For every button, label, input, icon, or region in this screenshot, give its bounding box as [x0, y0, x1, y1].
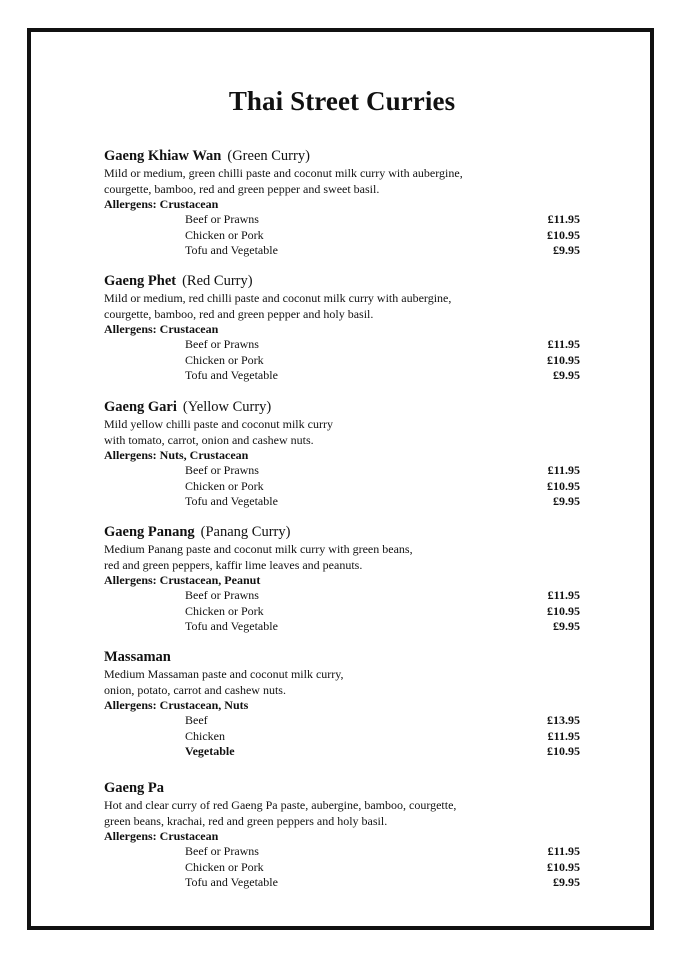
- menu-section-yellow-curry: [104, 399, 604, 510]
- price-row: [104, 368, 604, 384]
- option-price: £9.95: [553, 243, 580, 258]
- option-label: Tofu and Vegetable: [185, 243, 278, 258]
- option-price: £10.95: [547, 603, 580, 618]
- price-row: [104, 463, 604, 479]
- option-label: Beef: [185, 713, 208, 727]
- description-line: Medium Panang paste and coconut milk curry with green beans,: [104, 542, 413, 556]
- option-label: Chicken or Pork: [185, 227, 264, 242]
- section-heading: [104, 780, 604, 797]
- option-label: Chicken or Pork: [185, 603, 264, 618]
- description-line: with tomato, carrot, onion and cashew nuts.: [104, 433, 314, 447]
- allergens-note: Allergens: Nuts, Crustacean: [104, 448, 249, 462]
- dish-name: Gaeng Khiaw Wan: [104, 148, 222, 164]
- allergens-note: Allergens: Crustacean: [104, 197, 219, 211]
- option-price: £13.95: [547, 713, 580, 727]
- price-row: [104, 212, 604, 228]
- option-price: £9.95: [553, 494, 580, 509]
- allergens-note: Allergens: Crustacean: [104, 829, 219, 843]
- dish-description: [104, 797, 604, 829]
- section-heading: [104, 649, 604, 666]
- dish-description: [104, 541, 604, 573]
- description-line: courgette, bamboo, red and green pepper and sweet basil.: [104, 182, 380, 196]
- option-price: £10.95: [547, 744, 580, 759]
- price-row: [104, 875, 604, 891]
- option-price: £9.95: [553, 368, 580, 383]
- dish-name: Massaman: [104, 649, 171, 665]
- option-price: £9.95: [553, 875, 580, 890]
- option-price: £10.95: [547, 227, 580, 242]
- description-line: green beans, krachai, red and green peppers and holy basil.: [104, 814, 388, 828]
- section-heading: [104, 273, 604, 290]
- option-label: Chicken or Pork: [185, 859, 264, 874]
- menu-section-green-curry: [104, 148, 604, 259]
- option-price: £11.95: [547, 337, 580, 351]
- option-price: £11.95: [547, 463, 580, 477]
- section-heading: [104, 524, 604, 541]
- description-line: courgette, bamboo, red and green pepper and holy basil.: [104, 307, 374, 321]
- option-label: Beef or Prawns: [185, 588, 259, 602]
- option-label: Chicken or Pork: [185, 478, 264, 493]
- option-label: Beef or Prawns: [185, 844, 259, 858]
- option-label: Beef or Prawns: [185, 337, 259, 351]
- allergens-note: Allergens: Crustacean, Peanut: [104, 573, 261, 587]
- allergens-note: Allergens: Crustacean: [104, 322, 219, 336]
- menu-section-red-curry: [104, 273, 604, 384]
- price-row: [104, 604, 604, 620]
- description-line: Mild or medium, green chilli paste and coconut milk curry with aubergine,: [104, 166, 463, 180]
- dish-name: Gaeng Gari: [104, 399, 177, 415]
- option-label: Tofu and Vegetable: [185, 494, 278, 509]
- dish-name: Gaeng Phet: [104, 273, 177, 289]
- price-row: [104, 619, 604, 635]
- price-row: [104, 729, 604, 745]
- option-label: Tofu and Vegetable: [185, 619, 278, 634]
- menu-section-gaeng-pa: [104, 780, 604, 891]
- page-title: Thai Street Curries: [228, 86, 456, 116]
- option-label: Beef or Prawns: [185, 463, 259, 477]
- description-line: red and green peppers, kaffir lime leaves and peanuts.: [104, 558, 363, 572]
- option-label: Beef or Prawns: [185, 212, 259, 226]
- description-line: Hot and clear curry of red Gaeng Pa paste, aubergine, bamboo, courgette,: [104, 798, 457, 812]
- price-row: [104, 243, 604, 259]
- price-row: [104, 353, 604, 369]
- dish-subtitle: (Panang Curry): [200, 524, 291, 540]
- section-heading: [104, 399, 604, 416]
- dish-description: [104, 416, 604, 448]
- option-price: £11.95: [547, 728, 580, 743]
- price-row: [104, 713, 604, 729]
- price-row: [104, 744, 604, 760]
- option-price: £9.95: [553, 619, 580, 634]
- dish-subtitle: (Green Curry): [227, 148, 310, 164]
- option-price: £11.95: [547, 588, 580, 602]
- description-line: onion, potato, carrot and cashew nuts.: [104, 683, 286, 697]
- allergens-note: Allergens: Crustacean, Nuts: [104, 698, 249, 712]
- price-row: [104, 337, 604, 353]
- price-row: [104, 479, 604, 495]
- menu-section-massaman: [104, 649, 604, 760]
- option-price: £10.95: [547, 859, 580, 874]
- option-label: Vegetable: [185, 744, 235, 759]
- price-row: [104, 588, 604, 604]
- dish-name: Gaeng Panang: [104, 524, 195, 540]
- price-row: [104, 860, 604, 876]
- option-label: Chicken: [185, 728, 225, 743]
- option-price: £10.95: [547, 352, 580, 367]
- dish-description: [104, 666, 604, 698]
- option-label: Chicken or Pork: [185, 352, 264, 367]
- price-row: [104, 228, 604, 244]
- description-line: Medium Massaman paste and coconut milk curry,: [104, 667, 344, 681]
- dish-name: Gaeng Pa: [104, 780, 165, 796]
- price-row: [104, 494, 604, 510]
- dish-description: [104, 165, 604, 197]
- description-line: Mild or medium, red chilli paste and coconut milk curry with aubergine,: [104, 291, 452, 305]
- price-row: [104, 844, 604, 860]
- dish-subtitle: (Red Curry): [182, 273, 253, 289]
- dish-subtitle: (Yellow Curry): [182, 399, 272, 415]
- option-label: Tofu and Vegetable: [185, 368, 278, 383]
- option-price: £11.95: [547, 212, 580, 226]
- option-price: £11.95: [547, 844, 580, 858]
- dish-description: [104, 290, 604, 322]
- option-label: Tofu and Vegetable: [185, 875, 278, 890]
- menu-section-panang-curry: [104, 524, 604, 635]
- section-heading: [104, 148, 604, 165]
- option-price: £10.95: [547, 478, 580, 493]
- description-line: Mild yellow chilli paste and coconut milk curry: [104, 417, 333, 431]
